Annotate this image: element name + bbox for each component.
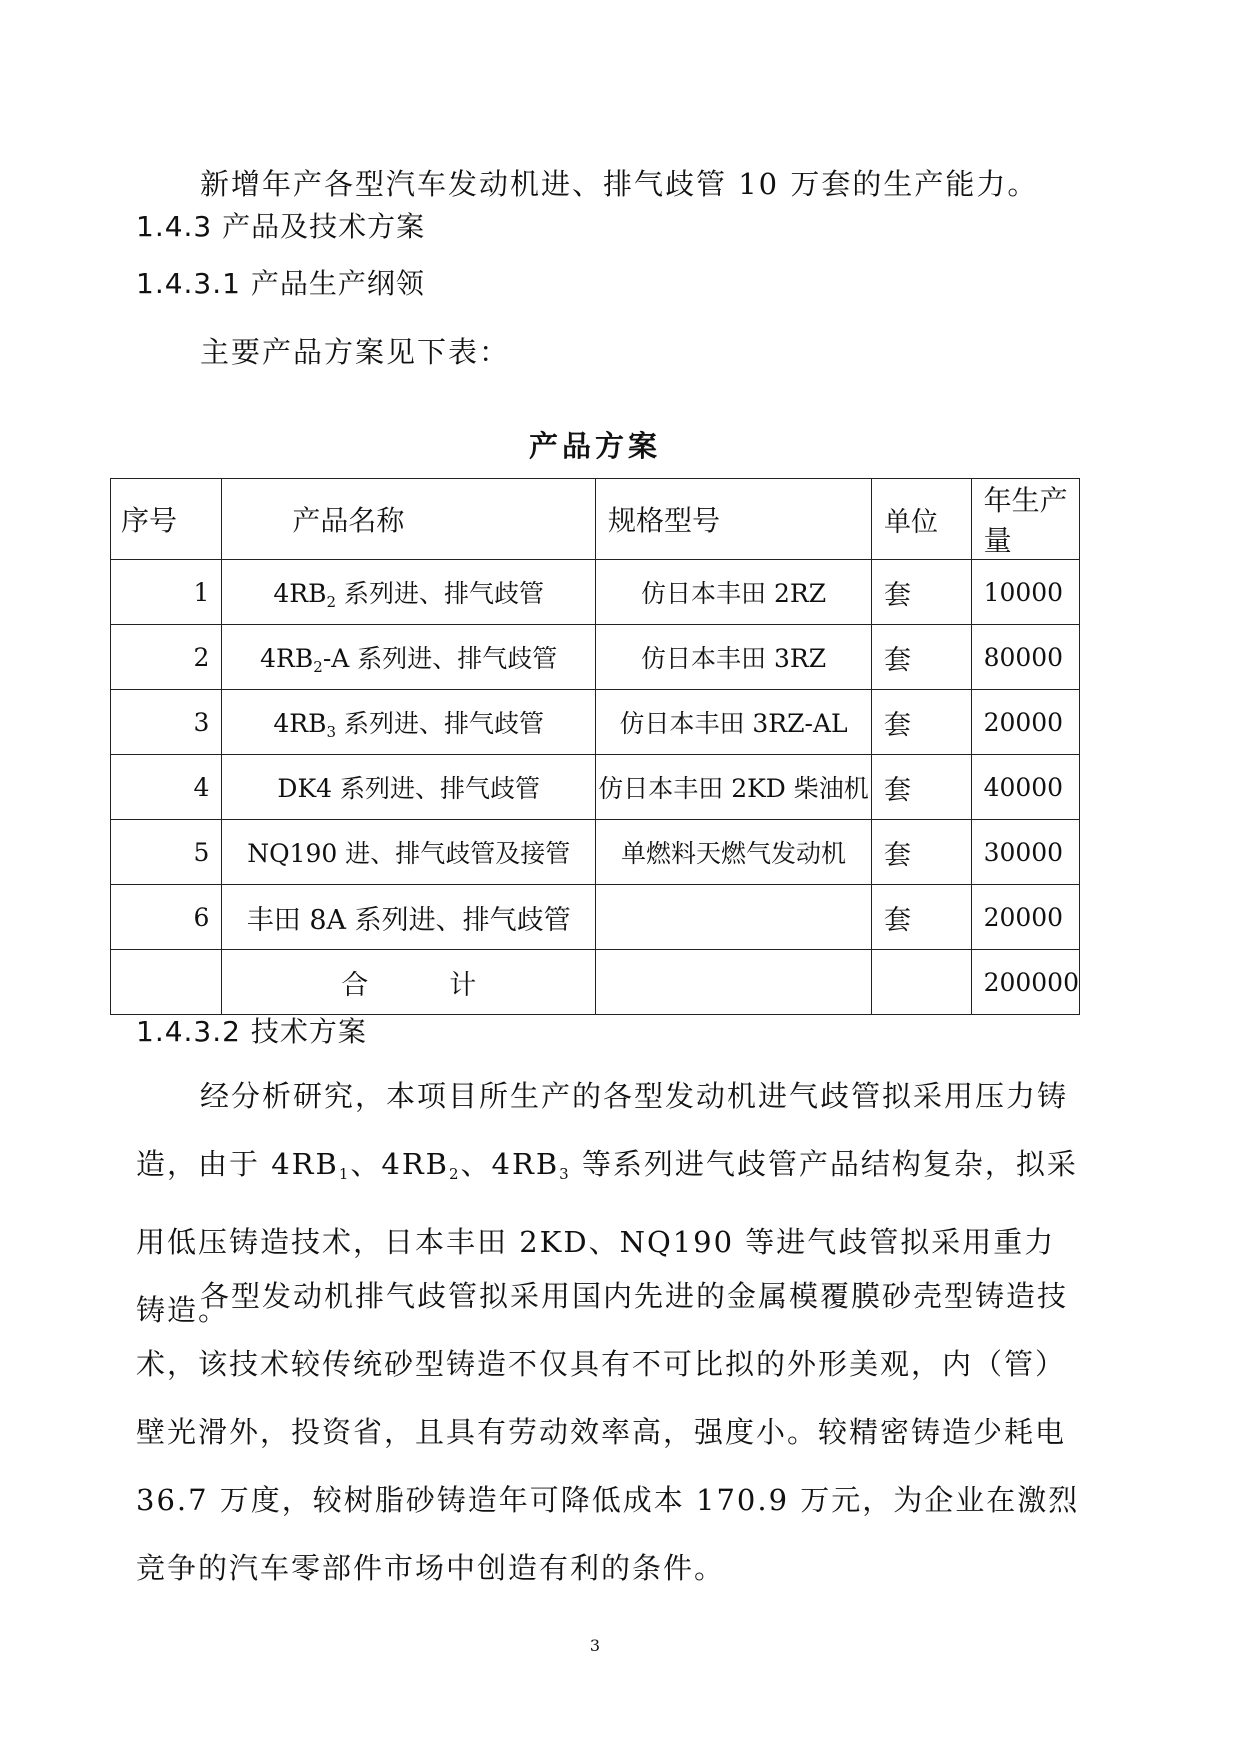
cell-no: 4 — [111, 755, 222, 820]
name-subscript: 2 — [326, 592, 337, 611]
table-row — [111, 560, 1080, 625]
header-product-name: 产品名称 — [222, 479, 596, 560]
total-qty: 200000 — [971, 950, 1079, 1015]
name-text: 4RB — [260, 643, 314, 673]
cell-no: 6 — [111, 885, 222, 950]
cell-spec — [596, 885, 872, 950]
cell-unit: 套 — [872, 690, 972, 755]
cell-unit: 套 — [872, 755, 972, 820]
cell-product-name: NQ190 进、排气歧管及接管 — [222, 820, 596, 885]
cell-qty: 10000 — [971, 560, 1079, 625]
cell-product-name: 丰田 8A 系列进、排气歧管 — [222, 885, 596, 950]
table-total-row — [111, 950, 1080, 1015]
total-label: 合 计 — [222, 950, 596, 1015]
para1-text: 经分析研究，本项目所生产的各型发动机进气歧管拟采用压力铸造，由于 4RB — [136, 1079, 1069, 1181]
cell-spec-empty — [596, 950, 872, 1015]
cell-unit: 套 — [872, 560, 972, 625]
header-no: 序号 — [111, 479, 222, 560]
para1-text: 、4RB — [460, 1147, 560, 1181]
cell-unit: 套 — [872, 885, 972, 950]
cell-product-name — [222, 690, 596, 755]
cell-no: 2 — [111, 625, 222, 690]
name-subscript: 3 — [326, 722, 337, 741]
name-text: 4RB — [273, 708, 327, 738]
page-number: 3 — [589, 1636, 601, 1655]
name-text-suffix: 系列进、排气歧管 — [336, 708, 545, 738]
name-text-suffix: 系列进、排气歧管 — [336, 578, 545, 608]
technical-paragraph-2: 各型发动机排气歧管拟采用国内先进的金属模覆膜砂壳型铸造技术，该技术较传统砂型铸造不仅具有不可比拟的外形美观，内（管）壁光滑外，投资省，且具有劳动效率高，强度小。较精密铸造少耗电 36.7 万度，较树脂砂铸造年可降低成本 170.9 万元，为企业在激烈竞争的汽车零部件市场中创造有利的条件。 — [136, 1279, 1080, 1585]
cell-qty: 40000 — [971, 755, 1079, 820]
para1-text: 、4RB — [350, 1147, 449, 1181]
cell-spec: 仿日本丰田 2KD 柴油机 — [596, 755, 872, 820]
header-unit: 单位 — [872, 479, 972, 560]
cell-unit: 套 — [872, 625, 972, 690]
table-row — [111, 690, 1080, 755]
table-row — [111, 625, 1080, 690]
cell-no: 3 — [111, 690, 222, 755]
cell-product-name — [222, 625, 596, 690]
section-heading-1-4-3: 1.4.3 产品及技术方案 — [136, 210, 426, 243]
cell-no: 1 — [111, 560, 222, 625]
para1-text: 等系列进气歧管产品结构复杂，拟采用低压铸造技术，日本丰田 2KD、NQ190 等进气歧管拟采用重力铸造。 — [136, 1147, 1078, 1327]
cell-spec: 单燃料天燃气发动机 — [596, 820, 872, 885]
header-annual-output: 年生产量 — [971, 479, 1079, 560]
cell-qty: 20000 — [971, 885, 1079, 950]
cell-unit: 套 — [872, 820, 972, 885]
table-row — [111, 820, 1080, 885]
cell-no-empty — [111, 950, 222, 1015]
cell-product-name: DK4 系列进、排气歧管 — [222, 755, 596, 820]
table-row — [111, 885, 1080, 950]
table-header-row — [111, 479, 1080, 560]
header-spec: 规格型号 — [596, 479, 872, 560]
product-plan-table — [110, 478, 1080, 1015]
section-heading-1-4-3-1: 1.4.3.1 产品生产纲领 — [136, 267, 425, 300]
name-text: 4RB — [273, 578, 327, 608]
cell-unit-empty — [872, 950, 972, 1015]
cell-product-name — [222, 560, 596, 625]
cell-qty: 20000 — [971, 690, 1079, 755]
name-text-suffix: -A 系列进、排气歧管 — [322, 643, 558, 673]
para1-subscript: 1 — [338, 1165, 351, 1183]
cell-spec: 仿日本丰田 3RZ — [596, 625, 872, 690]
cell-qty: 30000 — [971, 820, 1079, 885]
table-lead-text: 主要产品方案见下表： — [200, 335, 511, 369]
para1-subscript: 2 — [448, 1165, 461, 1183]
para1-subscript: 3 — [559, 1165, 571, 1183]
section-heading-1-4-3-2: 1.4.3.2 技术方案 — [136, 1015, 367, 1048]
cell-spec: 仿日本丰田 3RZ-AL — [596, 690, 872, 755]
cell-qty: 80000 — [971, 625, 1079, 690]
table-title: 产品方案 — [528, 429, 661, 463]
name-subscript: 2 — [313, 657, 323, 676]
table-row — [111, 755, 1080, 820]
cell-no: 5 — [111, 820, 222, 885]
intro-paragraph: 新增年产各型汽车发动机进、排气歧管 10 万套的生产能力。 — [200, 167, 1039, 201]
cell-spec: 仿日本丰田 2RZ — [596, 560, 872, 625]
